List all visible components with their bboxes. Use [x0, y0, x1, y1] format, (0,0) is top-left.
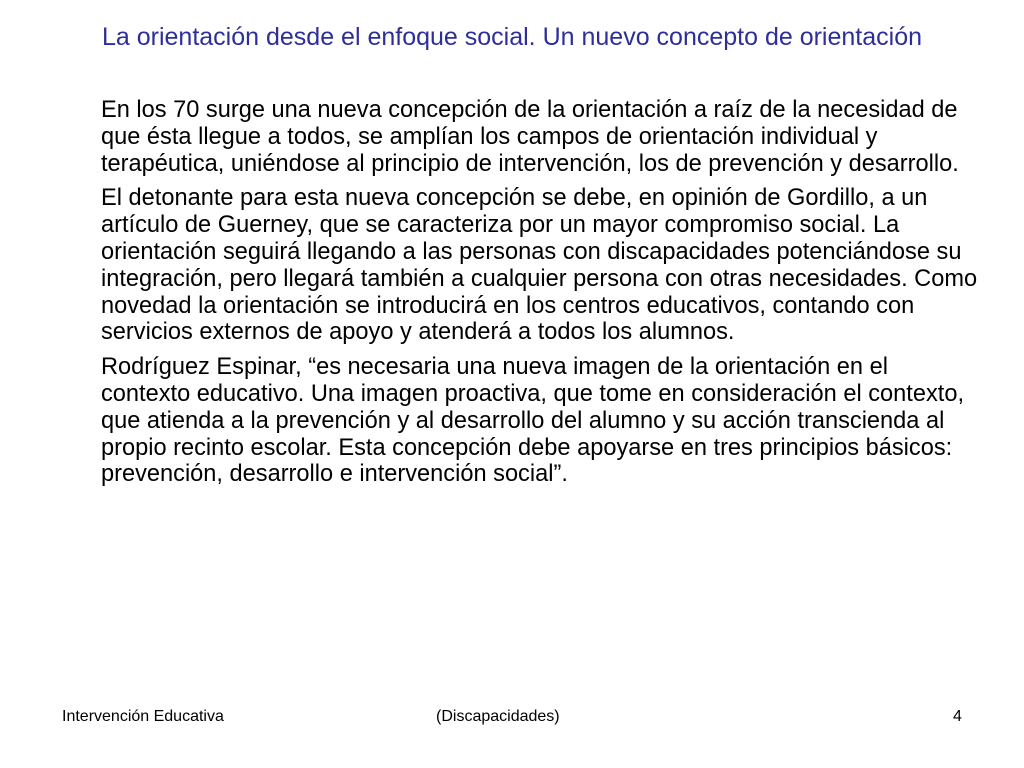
paragraph-3: Rodríguez Espinar, “es necesaria una nueva imagen de la orientación en el contexto educativo. Una imagen proactiva, que tome en consideración el contexto, que atienda a la prevención y al desarrollo del alumno y su acción transcienda al propio recinto escolar. Esta concepción debe apoyarse en tres principios básicos: prevención, desarrollo e intervención social”.: [101, 354, 965, 488]
page-number: 4: [953, 708, 962, 725]
footer-subtitle: (Discapacidades): [436, 708, 560, 725]
slide-title: La orientación desde el enfoque social. Un nuevo concepto de orientación: [101, 23, 923, 51]
paragraph-1: En los 70 surge una nueva concepción de la orientación a raíz de la necesidad de que ésta llegue a todos, se amplían los campos de orientación individual y terapéutica, uniéndose al principio de intervención, los de prevención y desarrollo.: [101, 97, 959, 177]
slide-body: [101, 97, 981, 496]
footer-course-title: Intervención Educativa: [62, 708, 224, 725]
paragraph-2: El detonante para esta nueva concepción se debe, en opinión de Gordillo, a un artículo de Guerney, que se caracteriza por un mayor compromiso social. La orientación seguirá llegando a las personas con discapacidades potenciándose su integración, pero llegará también a cualquier persona con otras necesidades. Como novedad la orientación se introducirá en los centros educativos, contando con servicios externos de apoyo y atenderá a todos los alumnos.: [101, 185, 978, 346]
